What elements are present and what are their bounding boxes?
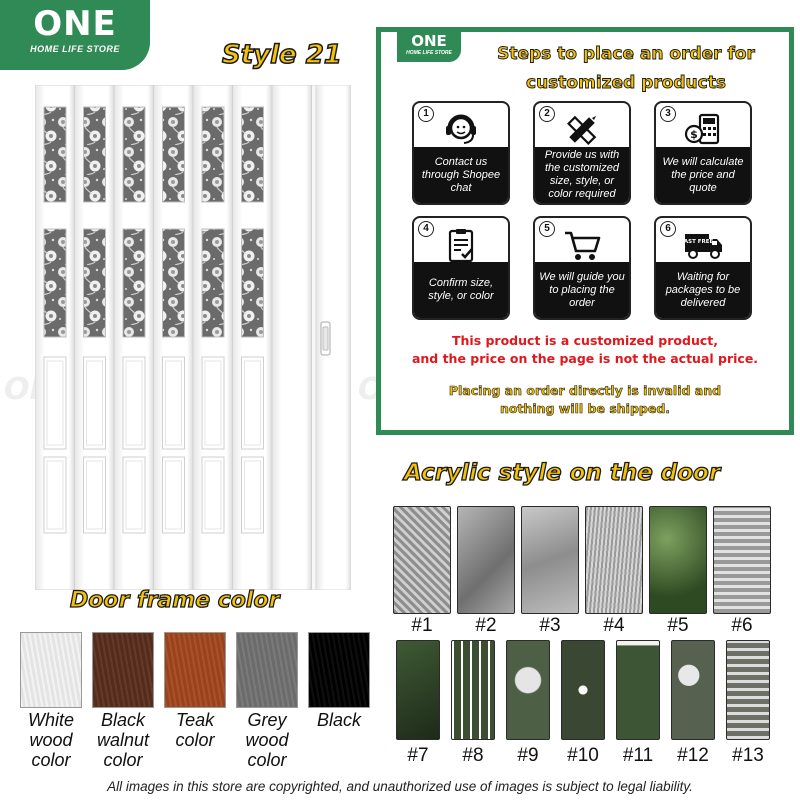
acrylic-label: #10 [567,745,599,766]
step-text: Contact us through Shopee chat [414,147,508,203]
acrylic-label: #4 [603,615,625,636]
acrylic-label: #6 [731,615,753,636]
price-warning: This product is a customized product, and the price on the page is not the actual price. [411,333,759,366]
step-number: 4 [418,221,434,237]
acrylic-label: #11 [622,745,654,766]
step-text: We will guide you to placing the order [535,262,629,318]
step-number: 3 [660,106,676,122]
acrylic-swatch [671,640,715,740]
step-4-card [412,216,510,320]
door-glass-panel [84,229,106,337]
calculator-money-icon [656,111,750,149]
acrylic-swatch [561,640,605,740]
steps-title: Steps to place an order for customized products [497,44,755,93]
step-number: 5 [539,221,555,237]
acrylic-swatch [521,506,579,614]
door-glass-panel [163,229,185,337]
pencil-ruler-icon [535,111,629,149]
order-warning: Placing an order directly is invalid and nothing will be shipped. [448,383,722,416]
step-text: Waiting for packages to be delivered [656,262,750,318]
frame-color-label: Black walnut color [96,710,150,770]
logo-text: ONE [33,4,117,44]
clipboard-check-icon [414,226,508,264]
acrylic-label: #12 [677,745,709,766]
frame-color-label: Black [316,710,361,730]
door-glass-panel [202,107,224,202]
door-glass-panel [44,229,66,337]
door-glass-panel [163,107,185,202]
frame-color-swatch [92,632,154,708]
style-title: Style 21 [222,40,342,70]
acrylic-swatch [713,506,771,614]
step-2-card [533,101,631,205]
step-5-card [533,216,631,320]
step-number: 6 [660,221,676,237]
acrylic-swatch [506,640,550,740]
step-6-card [654,216,752,320]
headset-person-icon [414,111,508,149]
acrylic-label: #13 [732,745,764,766]
frame-color-label: White wood color [27,710,74,770]
frame-color-swatch [236,632,298,708]
step-1-card [412,101,510,205]
step-3-card [654,101,752,205]
folding-door-image [35,85,351,590]
step-text: Confirm size, style, or color [414,262,508,318]
panel-logo: ONE HOME LIFE STORE [397,30,461,62]
acrylic-swatch [726,640,770,740]
acrylic-label: #9 [517,745,539,766]
order-steps-panel [376,27,794,435]
door-glass-panel [242,229,264,337]
copyright-footer: All images in this store are copyrighted, and unauthorized use of images is subject to legal liability. [107,779,693,794]
acrylic-swatch [393,506,451,614]
fast-delivery-truck-icon [656,226,750,264]
door-glass-panel [44,107,66,202]
acrylic-label: #2 [475,615,497,636]
svg-text:FAST FREE: FAST FREE [681,239,714,245]
frame-color-swatch [308,632,370,708]
frame-color-swatch [20,632,82,708]
acrylic-swatch [649,506,707,614]
acrylic-label: #8 [462,745,484,766]
frame-color-title: Door frame color [70,588,280,613]
svg-text:$: $ [690,128,698,141]
frame-color-swatch [164,632,226,708]
acrylic-title: Acrylic style on the door [404,460,721,486]
step-number: 2 [539,106,555,122]
store-logo [0,0,150,70]
acrylic-label: #7 [407,745,429,766]
acrylic-label: #3 [539,615,561,636]
door-glass-panel [123,107,145,202]
acrylic-swatch [396,640,440,740]
step-text: Provide us with the customized size, style, or color required [535,147,629,203]
logo-subtext: HOME LIFE STORE [30,44,120,54]
step-text: We will calculate the price and quote [656,147,750,203]
acrylic-swatch [585,506,643,614]
door-slat [272,85,312,590]
acrylic-swatch [451,640,495,740]
acrylic-swatch [616,640,660,740]
frame-color-label: Teak color [175,710,215,750]
acrylic-label: #1 [411,615,433,636]
door-glass-panel [123,229,145,337]
door-glass-panel [84,107,106,202]
door-glass-panel [202,229,224,337]
acrylic-label: #5 [667,615,689,636]
acrylic-swatch [457,506,515,614]
door-glass-panel [242,107,264,202]
step-number: 1 [418,106,434,122]
shopping-cart-icon [535,226,629,264]
frame-color-label: Grey wood color [245,710,289,770]
